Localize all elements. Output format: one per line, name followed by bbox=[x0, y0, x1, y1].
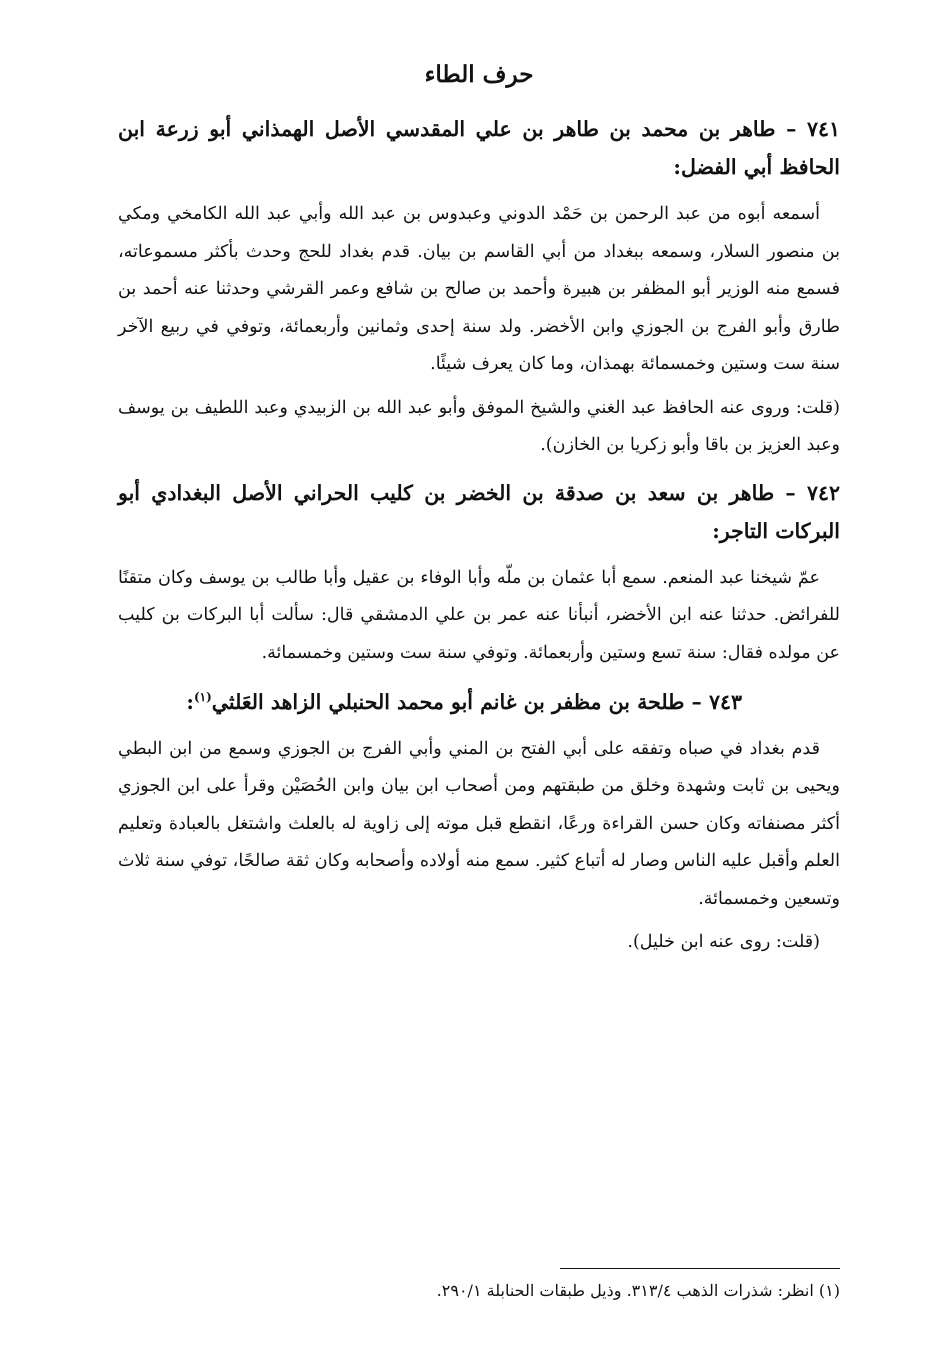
entry-743 bbox=[118, 678, 840, 961]
entry-title-colon: : bbox=[186, 689, 194, 714]
entry-title: ٧٤١ – طاهر بن محمد بن طاهر بن علي المقدسي الأصل الهمذاني أبو زرعة ابن الحافظ أبي الفضل: bbox=[118, 117, 840, 179]
entry-note: (قلت: وروى عنه الحافظ عبد الغني والشيخ الموفق وأبو عبد الله بن الزبيدي وعبد اللطيف بن يوسف وعبد العزيز بن باقا وأبو زكريا بن الخازن). bbox=[118, 397, 840, 455]
entry-title bbox=[118, 678, 840, 721]
entry-title-text: ٧٤٣ – طلحة بن مظفر بن غانم أبو محمد الحنبلي الزاهد العَلثي bbox=[211, 689, 742, 714]
footnote: (١) انظر: شذرات الذهب ٣١٣/٤. وذيل طبقات الحنابلة ٢٩٠/١. bbox=[436, 1281, 840, 1300]
footnote-divider bbox=[560, 1268, 840, 1269]
entry-741 bbox=[118, 110, 840, 464]
entry-title: ٧٤٢ – طاهر بن سعد بن صدقة بن الخضر بن كليب الحراني الأصل البغدادي أبو البركات التاجر: bbox=[118, 480, 840, 543]
entry-body: قدم بغداد في صباه وتفقه على أبي الفتح بن المني وأبي الفرج بن الجوزي وسمع من ابن البطي ويحيى بن ثابت وشهدة وخلق من طبقتهم ومن أصحاب ابن بيان وابن الحُصَيْن وقرأ على ابن الجوزي أكثر مصنفاته وكان حسن القراءة ورعًا، انقطع قبل موته إلى زاوية له بالعلث واشتغل بالعبادة وتعليم العلم وأقبل عليه الناس وصار له أتباع كثير. سمع منه أولاده وأصحابه وكان ثقة صالحًا، توفي سنة ثلاث وتسعين وخمسمائة. bbox=[118, 738, 840, 909]
entry-body: عمّ شيخنا عبد المنعم. سمع أبا عثمان بن ملّه وأبا الوفاء بن عقيل وأبا طالب بن يوسف وكان متقنًا للفرائض. حدثنا عنه ابن الأخضر، أنبأنا عنه عمر بن علي الدمشقي قال: سألت أبا البركات بن كليب عن مولده فقال: سنة تسع وستين وأربعمائة. وتوفي سنة ست وستين وخمسمائة. bbox=[118, 567, 840, 663]
footnote-ref[interactable]: (١) bbox=[193, 690, 212, 704]
chapter-title: حرف الطاء bbox=[424, 61, 534, 88]
entry-742 bbox=[118, 474, 840, 673]
entry-body: أسمعه أبوه من عبد الرحمن بن حَمْد الدوني وعبدوس بن عبد الله وأبي عبد الله الكامخي ومكي بن منصور السلار، وسمعه ببغداد من أبي القاسم بن بيان. قدم بغداد للحج وحدث بأكثر مسموعاته، فسمع منه الوزير أبو المظفر بن هبيرة وأحمد بن صالح بن شافع وعمر القرشي وحدثنا عنه أحمد بن طارق وأبو الفرج بن الجوزي وابن الأخضر. ولد سنة إحدى وثمانين وأربعمائة، وتوفي في ربيع الآخر سنة ست وستين وخمسمائة بهمذان، وما كان يعرف شيئًا. bbox=[118, 204, 840, 374]
entry-note: (قلت: روى عنه ابن خليل). bbox=[627, 932, 820, 953]
page-content bbox=[118, 58, 840, 971]
